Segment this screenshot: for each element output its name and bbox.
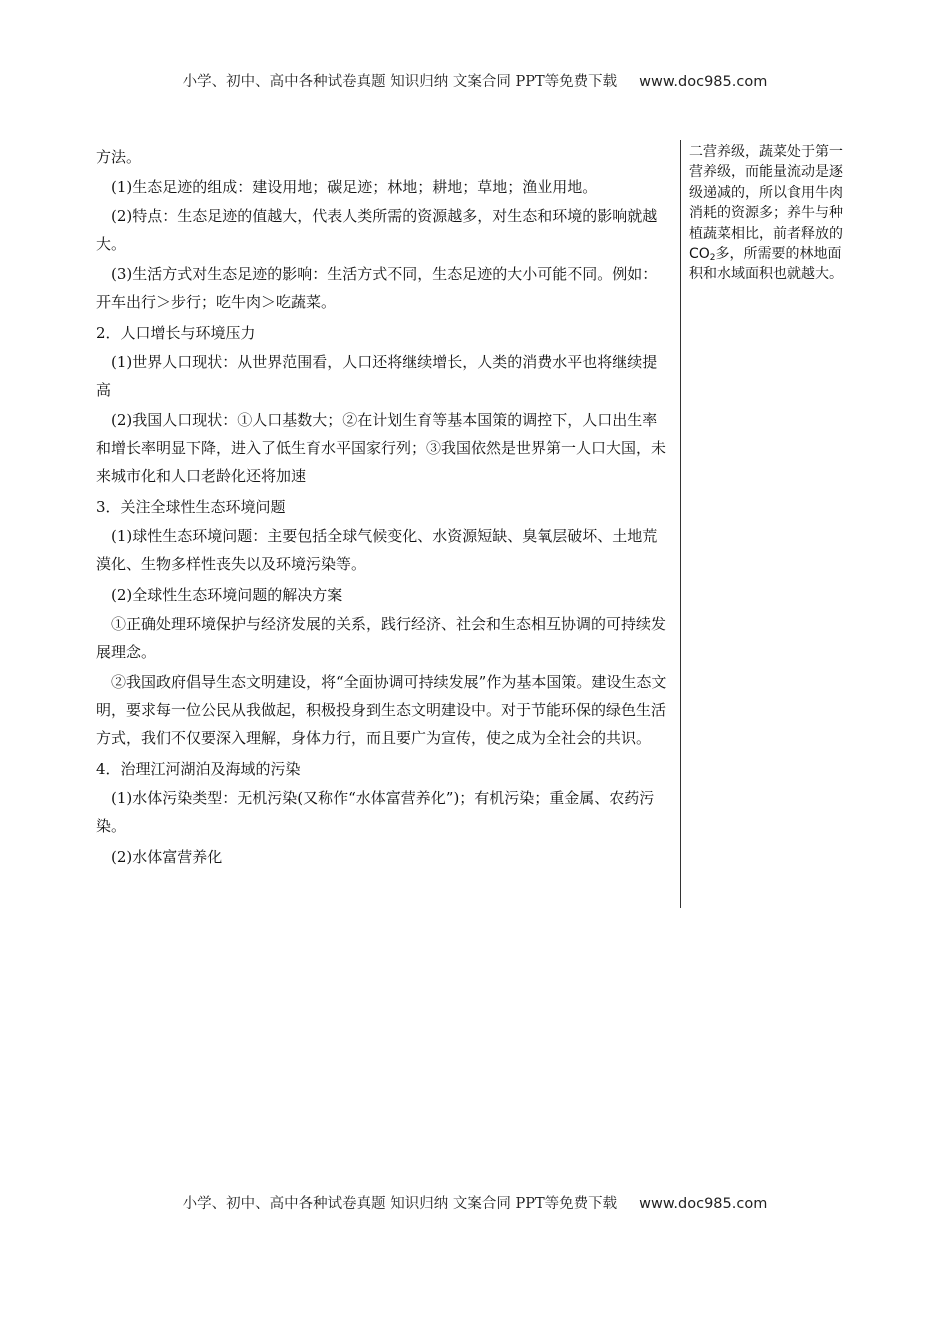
header-site-link[interactable]: www.doc985.com (639, 74, 768, 90)
paragraph: ①正确处理环境保护与经济发展的关系，践行经济、社会和生态相互协调的可持续发展理念。 (96, 615, 667, 661)
paragraph: ②我国政府倡导生态文明建设，将“全面协调可持续发展”作为基本国策。建设生态文明，要求每一位公民从我做起，积极投身到生态文明建设中。对于节能环保的绿色生活方式，我们不仅要深入理解，身体力行，而且要广为宣传，使之成为全社会的共识。 (96, 673, 667, 747)
paragraph: (1)水体污染类型：无机污染(又称作“水体富营养化”)；有机污染；重金属、农药污染。 (96, 789, 655, 835)
paragraph: (3)生活方式对生态足迹的影响：生活方式不同，生态足迹的大小可能不同。例如：开车出行＞步行；吃牛肉＞吃蔬菜。 (96, 265, 658, 311)
side-note-text: 二营养级，蔬菜处于第一营养级，而能量流动是逐级递减的，所以食用牛肉消耗的资源多；养牛与种植蔬菜相比，前者释放的CO (689, 144, 843, 263)
side-note (689, 142, 845, 285)
paragraph: (1)世界人口现状：从世界范围看，人口还将继续增长，人类的消费水平也将继续提高 (96, 353, 658, 399)
paragraph: 方法。 (96, 148, 142, 166)
paragraph: (2)全球性生态环境问题的解决方案 (111, 586, 343, 604)
paragraph: (2)特点：生态足迹的值越大，代表人类所需的资源越多，对生态和环境的影响就越大。 (96, 207, 658, 253)
side-note-text-end: 多，所需要的林地面积和水域面积也就越大。 (689, 246, 843, 283)
header-slogan: 小学、初中、高中各种试卷真题 知识归纳 文案合同 PPT等免费下载 (182, 74, 618, 90)
main-content (96, 142, 672, 872)
paragraph: (1)生态足迹的组成：建设用地；碳足迹；林地；耕地；草地；渔业用地。 (111, 178, 598, 196)
paragraph: (1)球性生态环境问题：主要包括全球气候变化、水资源短缺、臭氧层破坏、土地荒漠化、生物多样性丧失以及环境污染等。 (96, 527, 658, 573)
page-header (0, 70, 950, 91)
subscript: 2 (709, 253, 716, 264)
section-heading: 2．人口增长与环境压力 (96, 324, 256, 342)
footer-slogan: 小学、初中、高中各种试卷真题 知识归纳 文案合同 PPT等免费下载 (182, 1196, 618, 1212)
paragraph: (2)水体富营养化 (111, 848, 223, 866)
column-divider (680, 140, 681, 908)
page-footer (0, 1192, 950, 1213)
footer-site-link[interactable]: www.doc985.com (639, 1196, 768, 1212)
paragraph: (2)我国人口现状：①人口基数大；②在计划生育等基本国策的调控下，人口出生率和增长率明显下降，进入了低生育水平国家行列；③我国依然是世界第一人口大国，未来城市化和人口老龄化还将加速 (96, 411, 667, 485)
section-heading: 3．关注全球性生态环境问题 (96, 498, 286, 516)
section-heading: 4．治理江河湖泊及海域的污染 (96, 760, 301, 778)
